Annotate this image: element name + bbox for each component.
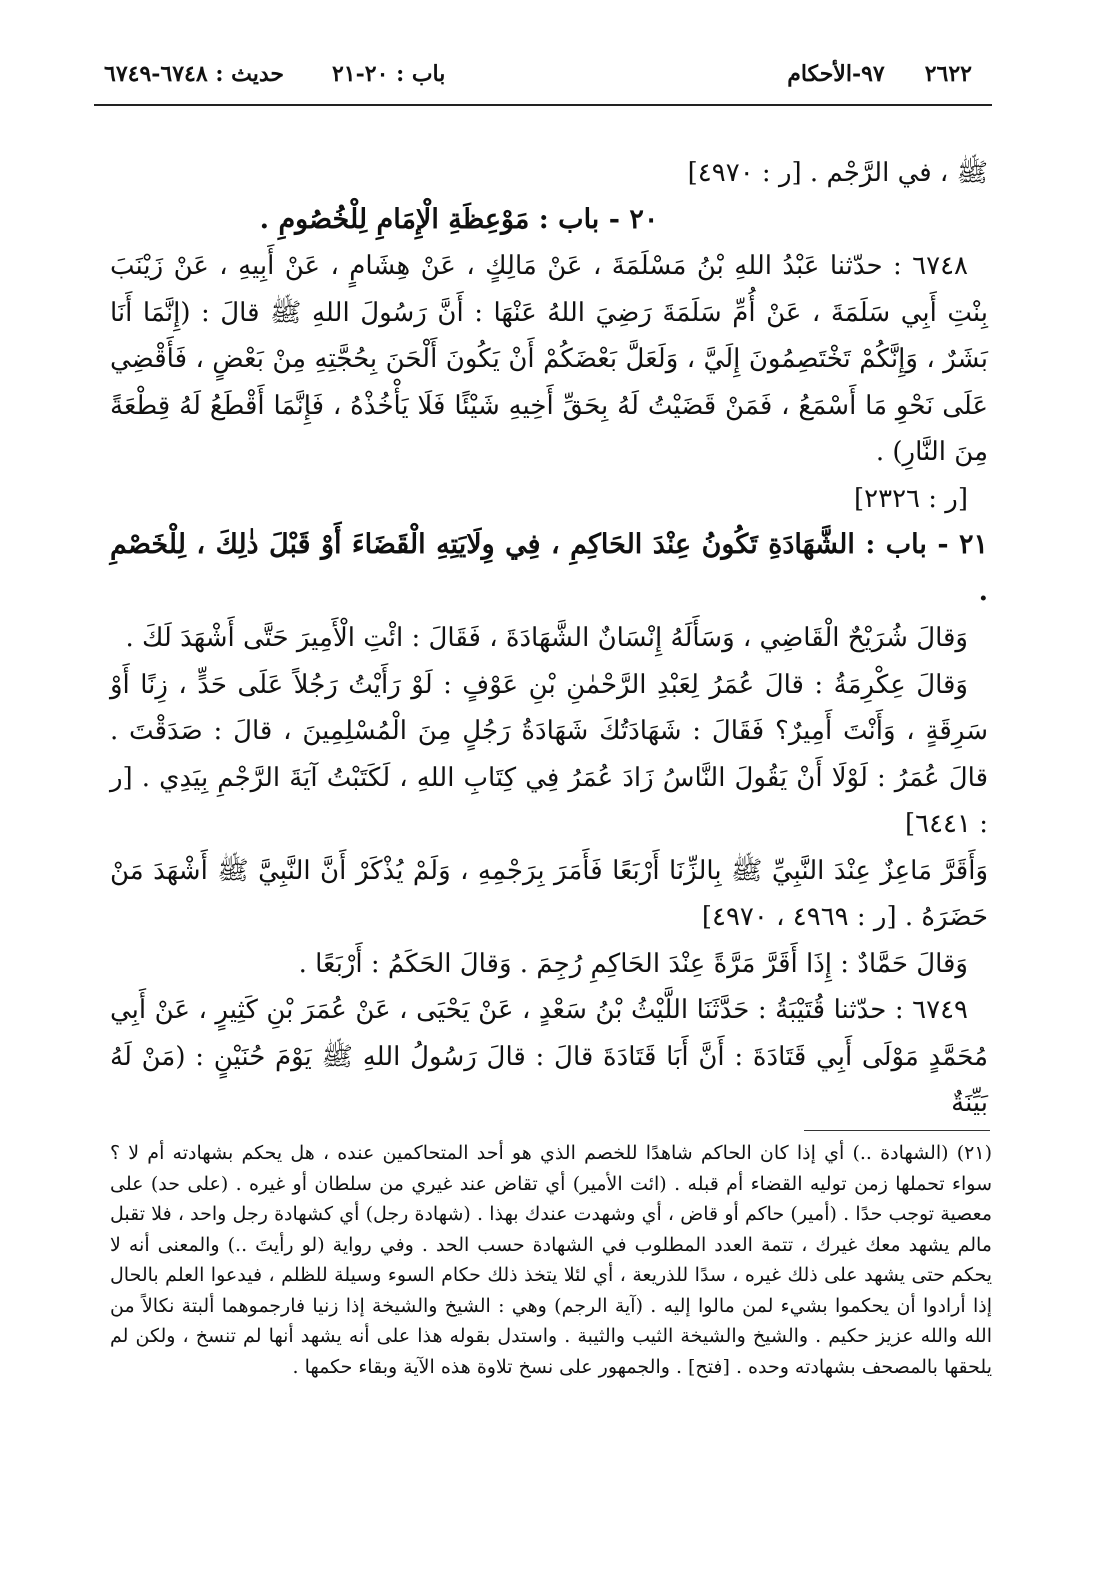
chapter-range: باب : ٢٠-٢١ [331,61,446,87]
chapter-heading-21: ٢١ - باب : الشَّهَادَةِ تَكُونُ عِنْدَ الحَاكِمِ ، فِي وِلَايَتِهِ الْقَضَاءَ أَوْ قَبْلَ ذٰلِكَ ، لِلْخَصْمِ . [110,529,988,607]
header-left [104,61,445,87]
continuation-line: ﷺ ، في الرَّجْم . [ر : ٤٩٧٠] [687,158,988,188]
report-maiz: وَأَقَرَّ مَاعِزٌ عِنْدَ النَّبِيِّ ﷺ بِالزِّنَا أَرْبَعًا فَأَمَرَ بِرَجْمِهِ ، وَلَمْ يُذْكَرْ أَنَّ النَّبِيَّ ﷺ أَشْهَدَ مَنْ حَضَرَهُ . [ر : ٤٩٦٩ ، ٤٩٧٠] [110,855,988,932]
report-ikrimah: وَقالَ عِكْرِمَةُ : قالَ عُمَرُ لِعَبْدِ الرَّحْمٰنِ بْنِ عَوْفٍ : لَوْ رَأَيْتُ رَجُلاً عَلَى حَدٍّ ، زِنًا أَوْ سَرِقَةٍ ، وَأَنْتَ أَمِيرٌ؟ فَقَالَ : شَهَادَتُكَ شَهَادَةُ رَجُلٍ مِنَ الْمُسْلِمِينَ ، قالَ : صَدَقْتَ . قالَ عُمَرُ : لَوْلَا أَنْ يَقُولَ النَّاسُ زَادَ عُمَرُ فِي كِتَابِ اللهِ ، لَكَتَبْتُ آيَةَ الرَّجْمِ بِيَدِي . [ر : ٦٤٤١] [110,669,988,839]
reference-2326: [ر : ٢٣٢٦] [853,483,968,514]
report-shurayh: وَقالَ شُرَيْحٌ الْقَاضِي ، وَسَأَلَهُ إِنْسَانٌ الشَّهَادَةَ ، فَقَالَ : ائْتِ الْأَمِيرَ حَتَّى أَشْهَدَ لَكَ . [125,623,968,653]
main-text [110,150,988,1127]
running-header [104,52,972,96]
hadith-range: حديث : ٦٧٤٨-٦٧٤٩ [104,61,284,87]
footnote-text: (٢١) (الشهادة ..) أي إذا كان الحاكم شاهدًا للخصم الذي هو أحد المتحاكمين عنده ، هل يحكم بشهادته أم لا ؟ سواء تحملها زمن توليه القضاء أم قبله . (ائت الأمير) أي تقاض عند غيري من سلطان أو غيره . (على حد) على معصية توجب حدًا . (أمير) حاكم أو قاض ، أي وشهدت عندك بهذا . (شهادة رجل) أي كشهادة رجل واحد ، فلا تقبل مالم يشهد معك غيرك ، تتمة العدد المطلوب في الشهادة حسب الحد . وفي رواية (لو رأيتَ ..) والمعنى أنه لا يحكم حتى يشهد على ذلك غيره ، سدًا للذريعة ، أي لئلا يتخذ ذلك حكام السوء وسيلة للظلم ، فيدعوا العلم بالحال إذا أرادوا أن يحكموا بشيء لمن مالوا إليه . (آية الرجم) وهي : الشيخ والشيخة إذا زنيا فارجموهما ألبتة نكالاً من الله والله عزيز حكيم . والشيخ والشيخة الثيب والثيبة . واستدل بقوله هذا على أنه يشهد أنها لم تنسخ ، ولكن لم يلحقها بالمصحف بشهادته وحده . [فتح] . والجمهور على نسخ تلاوة هذه الآية وبقاء حكمها . [110,1142,992,1378]
header-rule [94,104,992,106]
footnote [110,1138,992,1382]
header-right [787,61,972,87]
hadith-6749: ٦٧٤٩ : حدّثنا قُتَيْبَةُ : حَدَّثَنَا اللَّيْثُ بْنُ سَعْدٍ ، عَنْ يَحْيَى ، عَنْ عُمَرَ بْنِ كَثِيرٍ ، عَنْ أَبِي مُحَمَّدٍ مَوْلَى أَبِي قَتَادَةَ : أَنَّ أَبَا قَتَادَةَ قالَ : قالَ رَسُولُ اللهِ ﷺ يَوْمَ حُنَيْنٍ : (مَنْ لَهُ بَيِّنَةٌ [110,995,988,1118]
chapter-heading-20: ٢٠ - باب : مَوْعِظَةِ الْإِمَامِ لِلْخُصُومِ . [259,203,659,235]
hadith-6748: ٦٧٤٨ : حدّثنا عَبْدُ اللهِ بْنُ مَسْلَمَةَ ، عَنْ مَالِكٍ ، عَنْ هِشَامٍ ، عَنْ أَبِيهِ ، عَنْ زَيْنَبَ بِنْتِ أَبِي سَلَمَةَ ، عَنْ أُمِّ سَلَمَةَ رَضِيَ اللهُ عَنْهَا : أَنَّ رَسُولَ اللهِ ﷺ قالَ : (إِنَّمَا أَنَا بَشَرٌ ، وَإِنَّكُمْ تَخْتَصِمُونَ إِلَيَّ ، وَلَعَلَّ بَعْضَكُمْ أَنْ يَكُونَ أَلْحَنَ بِحُجَّتِهِ مِنْ بَعْضٍ ، فَأَقْضِي عَلَى نَحْوِ مَا أَسْمَعُ ، فَمَنْ قَضَيْتُ لَهُ بِحَقِّ أَخِيهِ شَيْئًا فَلَا يَأْخُذْهُ ، فَإِنَّمَا أَقْطَعُ لَهُ قِطْعَةً مِنَ النَّارِ) . [110,251,988,467]
book-title: ٩٧-الأحكام [787,61,885,87]
page-number: ٢٦٢٢ [924,61,972,87]
report-hammad: وَقالَ حَمَّادٌ : إِذَا أَقَرَّ مَرَّةً عِنْدَ الحَاكِمِ رُجِمَ . وَقالَ الحَكَمُ : أَرْبَعًا . [298,948,968,979]
footnote-rule [804,1130,990,1131]
